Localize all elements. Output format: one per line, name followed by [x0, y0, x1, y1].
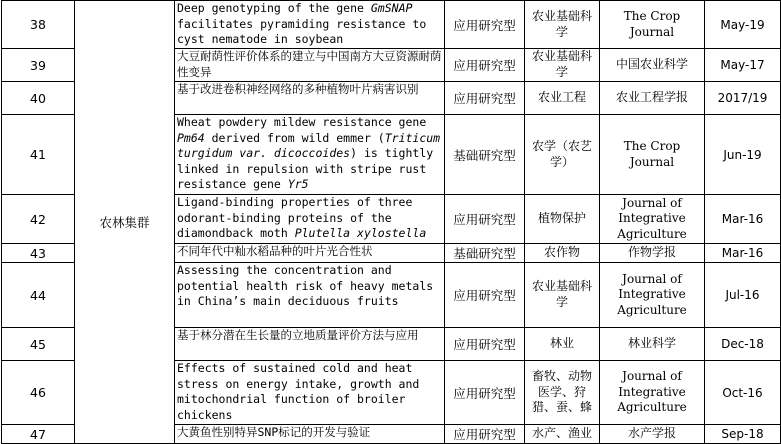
paper-title [175, 244, 445, 263]
row-number: 42 [2, 195, 75, 244]
table-row [2, 1, 781, 49]
paper-title [175, 361, 445, 425]
row-number: 44 [2, 263, 75, 328]
research-type: 应用研究型 [445, 361, 525, 425]
subject-field: 农业基础科学 [525, 263, 600, 328]
row-number: 40 [2, 82, 75, 115]
paper-title [175, 263, 445, 328]
subject-field: 农业基础科学 [525, 49, 600, 82]
row-number: 43 [2, 244, 75, 263]
publish-date: Dec-18 [705, 328, 781, 361]
subject-field: 林业 [525, 328, 600, 361]
research-type: 应用研究型 [445, 82, 525, 115]
research-type: 应用研究型 [445, 263, 525, 328]
title-italic-part: Yr5 [287, 177, 309, 192]
journal-name: Journal of Integrative Agriculture [600, 263, 705, 328]
publish-date: Mar-16 [705, 244, 781, 263]
title-part: 大豆耐荫性评价体系的建立与中国南方大豆资源耐荫性变异 [177, 49, 442, 79]
paper-title [175, 328, 445, 361]
research-type: 应用研究型 [445, 328, 525, 361]
title-part: Assessing the concentration and potential health risk of heavy metals in China’s main deciduous fruits [177, 263, 434, 309]
journal-name: The Crop Journal [600, 115, 705, 195]
title-italic-part: Plutella xylostella [294, 226, 427, 241]
journal-name: 林业科学 [600, 328, 705, 361]
title-part: Wheat powdery mildew resistance gene [177, 115, 427, 129]
group-label: 农林集群 [75, 1, 175, 444]
title-italic-part: Triticum turgidum var. dicoccoides [177, 130, 441, 161]
title-italic-part: Pm64 [177, 130, 205, 145]
row-number: 39 [2, 49, 75, 82]
journal-name: 水产学报 [600, 425, 705, 444]
paper-title [175, 425, 445, 444]
table-body [2, 1, 781, 444]
research-type: 基础研究型 [445, 244, 525, 263]
row-number: 47 [2, 425, 75, 444]
journal-name: 中国农业科学 [600, 49, 705, 82]
research-type: 基础研究型 [445, 115, 525, 195]
publish-date: Jul-16 [705, 263, 781, 328]
title-part: Ligand-binding properties of three odorant-binding proteins of the diamondback moth [177, 195, 413, 241]
title-part: 基于改进卷积神经网络的多种植物叶片病害识别 [177, 82, 419, 96]
subject-field: 农作物 [525, 244, 600, 263]
subject-field: 水产、渔业 [525, 425, 600, 444]
publish-date: Mar-16 [705, 195, 781, 244]
paper-title [175, 115, 445, 195]
publish-date: 2017/19 [705, 82, 781, 115]
publish-date: May-19 [705, 1, 781, 49]
paper-title [175, 82, 445, 115]
row-number: 46 [2, 361, 75, 425]
title-part: 基于林分潜在生长量的立地质量评价方法与应用 [177, 328, 419, 342]
research-type: 应用研究型 [445, 49, 525, 82]
title-part: Effects of sustained cold and heat stress on energy intake, growth and mitochondrial function of broiler chickens [177, 361, 420, 422]
journal-name: Journal of Integrative Agriculture [600, 361, 705, 425]
papers-table [1, 0, 781, 444]
title-part: 大黄鱼性别特异SNP标记的开发与验证 [177, 425, 371, 439]
row-number: 38 [2, 1, 75, 49]
publish-date: Oct-16 [705, 361, 781, 425]
paper-title [175, 195, 445, 244]
research-type: 应用研究型 [445, 1, 525, 49]
journal-name: 作物学报 [600, 244, 705, 263]
research-type: 应用研究型 [445, 425, 525, 444]
publish-date: Jun-19 [705, 115, 781, 195]
subject-field: 植物保护 [525, 195, 600, 244]
research-type: 应用研究型 [445, 195, 525, 244]
publish-date: Sep-18 [705, 425, 781, 444]
subject-field: 农学（农艺学） [525, 115, 600, 195]
paper-title [175, 1, 445, 49]
title-part: ) is tightly linked in repulsion with stripe rust resistance gene [177, 146, 434, 192]
title-part: 不同年代中籼水稻品种的叶片光合性状 [177, 244, 373, 258]
subject-field: 农业基础科学 [525, 1, 600, 49]
subject-field: 畜牧、动物医学、狩猎、蚕、蜂 [525, 361, 600, 425]
title-part: facilitates pyramiding resistance to cyst nematode in soybean [177, 16, 427, 47]
title-italic-part: GmSNAP [370, 1, 413, 15]
title-part: Deep genotyping of the gene [177, 1, 371, 15]
title-part: derived from wild emmer ( [204, 130, 385, 145]
paper-title [175, 49, 445, 82]
row-number: 45 [2, 328, 75, 361]
row-number: 41 [2, 115, 75, 195]
publish-date: May-17 [705, 49, 781, 82]
journal-name: The Crop Journal [600, 1, 705, 49]
journal-name: 农业工程学报 [600, 82, 705, 115]
journal-name: Journal of Integrative Agriculture [600, 195, 705, 244]
subject-field: 农业工程 [525, 82, 600, 115]
